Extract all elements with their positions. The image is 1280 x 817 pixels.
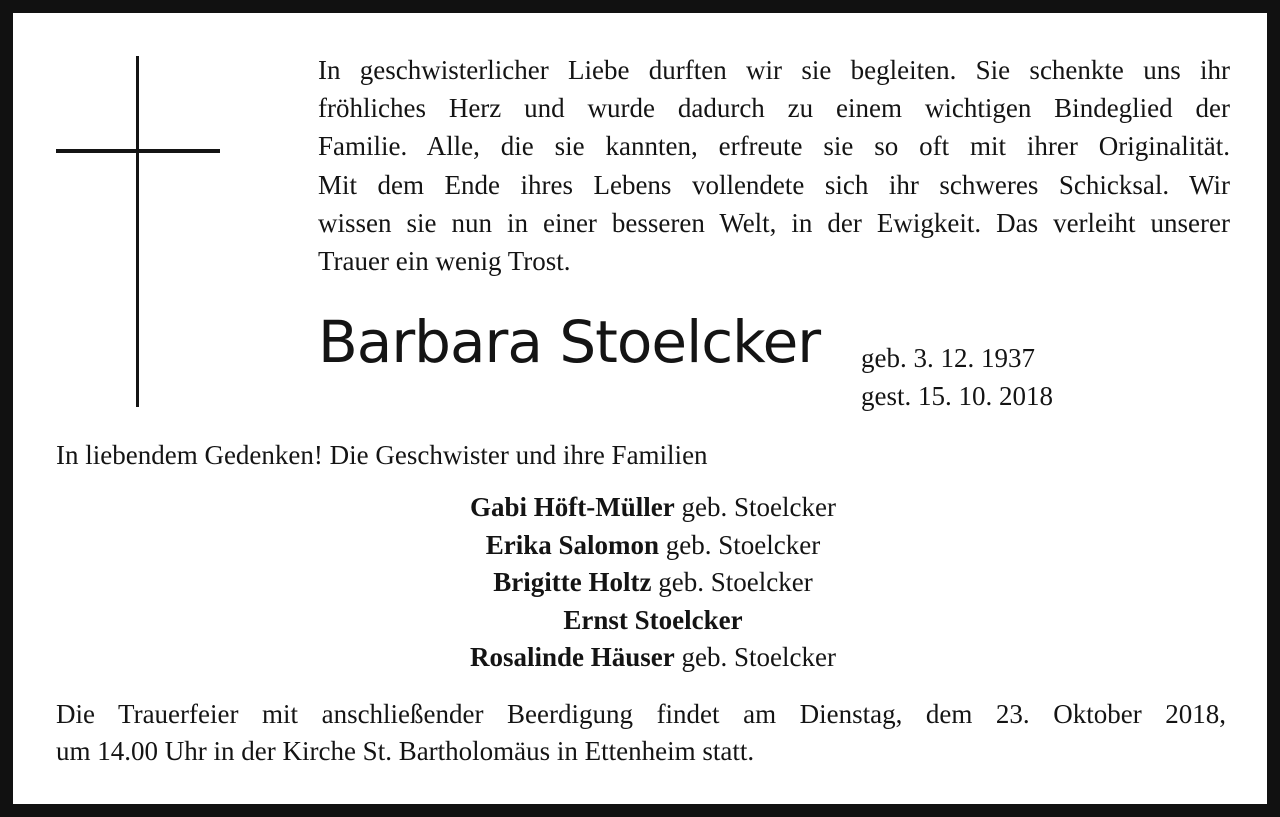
sibling-maiden-name: geb. Stoelcker <box>681 642 836 673</box>
funeral-line: Die Trauerfeier mit anschließender Beerdigung findet am Dienstag, dem 23. Oktober 2018, <box>56 699 1226 729</box>
cross-icon <box>136 56 139 407</box>
remembrance-line: In liebendem Gedenken! Die Geschwister und ihre Familien <box>56 440 708 470</box>
sibling-entry <box>213 489 1093 527</box>
funeral-details <box>56 696 1226 770</box>
sibling-entry <box>213 639 1093 677</box>
sibling-name: Gabi Höft-Müller <box>470 492 675 522</box>
sibling-maiden-name: geb. Stoelcker <box>658 567 813 598</box>
sibling-maiden-name: geb. Stoelcker <box>681 492 836 522</box>
sibling-maiden-name: geb. Stoelcker <box>665 529 821 560</box>
intro-line: Mit dem Ende ihres Lebens vollendete sich ihr schweres Schicksal. Wir <box>318 169 1230 200</box>
life-dates <box>861 339 1053 415</box>
sibling-name: Brigitte Holtz <box>493 567 652 598</box>
intro-line: wissen sie nun in einer besseren Welt, in der Ewigkeit. Das verleiht unserer <box>318 207 1230 238</box>
sibling-list <box>213 489 1093 677</box>
intro-line: Familie. Alle, die sie kannten, erfreute sie so oft mit ihrer Originalität. <box>318 131 1230 162</box>
deceased-name: Barbara Stoelcker <box>318 308 821 376</box>
intro-text <box>318 51 1230 280</box>
intro-line: fröhliches Herz und wurde dadurch zu einem wichtigen Bindeglied der <box>318 93 1230 124</box>
birth-date: geb. 3. 12. 1937 <box>861 343 1035 373</box>
death-date: gest. 15. 10. 2018 <box>861 381 1053 411</box>
intro-line: In geschwisterlicher Liebe durften wir sie begleiten. Sie schenkte uns ihr <box>318 55 1230 85</box>
funeral-line: um 14.00 Uhr in der Kirche St. Bartholomäus in Ettenheim statt. <box>56 736 755 766</box>
intro-line: Trauer ein wenig Trost. <box>318 246 571 277</box>
obituary-notice <box>13 13 1267 804</box>
sibling-entry <box>213 527 1093 565</box>
cross-icon-bar <box>56 149 220 153</box>
sibling-name: Rosalinde Häuser <box>470 642 675 673</box>
sibling-name: Erika Salomon <box>485 529 660 560</box>
sibling-name: Ernst Stoelcker <box>563 604 743 635</box>
sibling-entry <box>213 602 1093 640</box>
sibling-entry <box>213 564 1093 602</box>
